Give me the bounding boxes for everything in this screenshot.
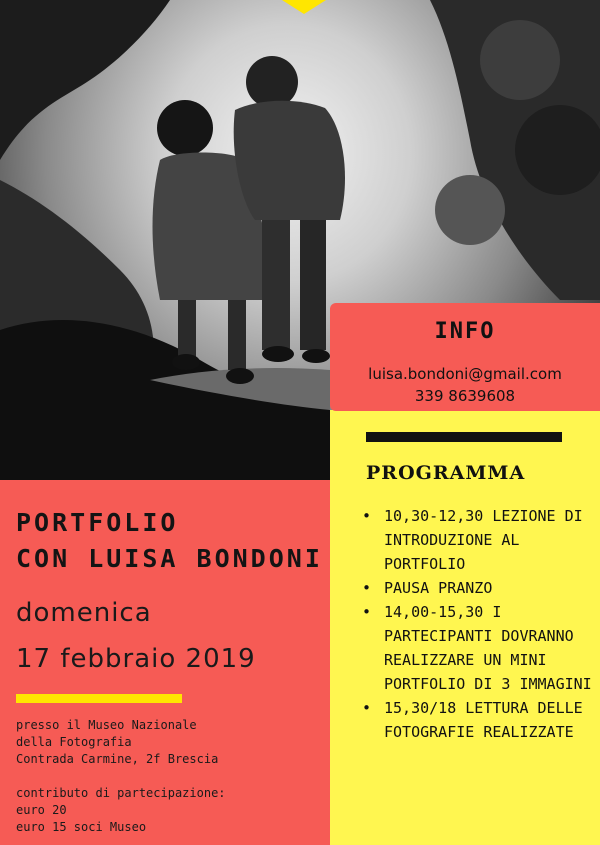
program-item <box>360 600 592 696</box>
program-item <box>360 504 592 576</box>
event-date: 17 febbraio 2019 <box>16 644 256 674</box>
fee-line: euro 20 <box>16 803 67 817</box>
program-item <box>360 576 592 600</box>
title-line-2: CON LUISA BONDONI <box>16 544 323 573</box>
bullet-icon: • <box>362 579 372 597</box>
bullet-icon: • <box>362 603 372 621</box>
event-title <box>16 505 323 577</box>
venue-line: presso il Museo Nazionale <box>16 718 197 732</box>
fee <box>16 785 226 836</box>
info-phone[interactable]: 339 8639608 <box>414 387 516 405</box>
leaf-cluster <box>435 175 505 245</box>
program-item-text: 14,00-15,30 I PARTECIPANTI DOVRANNO REALIZZARE UN MINI PORTFOLIO DI 3 IMMAGINI <box>384 603 592 693</box>
info-email[interactable]: luisa.bondoni@gmail.com <box>368 365 562 383</box>
venue-line: Contrada Carmine, 2f Brescia <box>16 752 219 766</box>
fee-line: contributo di partecipazione: <box>16 786 226 800</box>
venue-line: della Fotografia <box>16 735 132 749</box>
bullet-icon: • <box>362 699 372 717</box>
venue <box>16 717 218 768</box>
info-box <box>330 303 600 411</box>
divider-bar <box>16 694 182 703</box>
program-item-text: PAUSA PRANZO <box>384 579 493 597</box>
program-item-text: 15,30/18 LETTURA DELLE FOTOGRAFIE REALIZZATE <box>384 699 583 741</box>
info-title: INFO <box>434 319 496 344</box>
fee-line: euro 15 soci Museo <box>16 820 147 834</box>
event-day: domenica <box>16 598 152 628</box>
program-item-text: 10,30-12,30 LEZIONE DI INTRODUZIONE AL PORTFOLIO <box>384 507 583 573</box>
child-boy <box>234 56 345 363</box>
bullet-icon: • <box>362 507 372 525</box>
divider-bar-black <box>366 432 562 442</box>
program-list <box>360 504 592 744</box>
leaf-cluster <box>480 20 560 100</box>
foliage-top-left <box>0 0 170 160</box>
program-title: PROGRAMMA <box>366 462 526 484</box>
program-item <box>360 696 592 744</box>
title-line-1: PORTFOLIO <box>16 508 179 537</box>
